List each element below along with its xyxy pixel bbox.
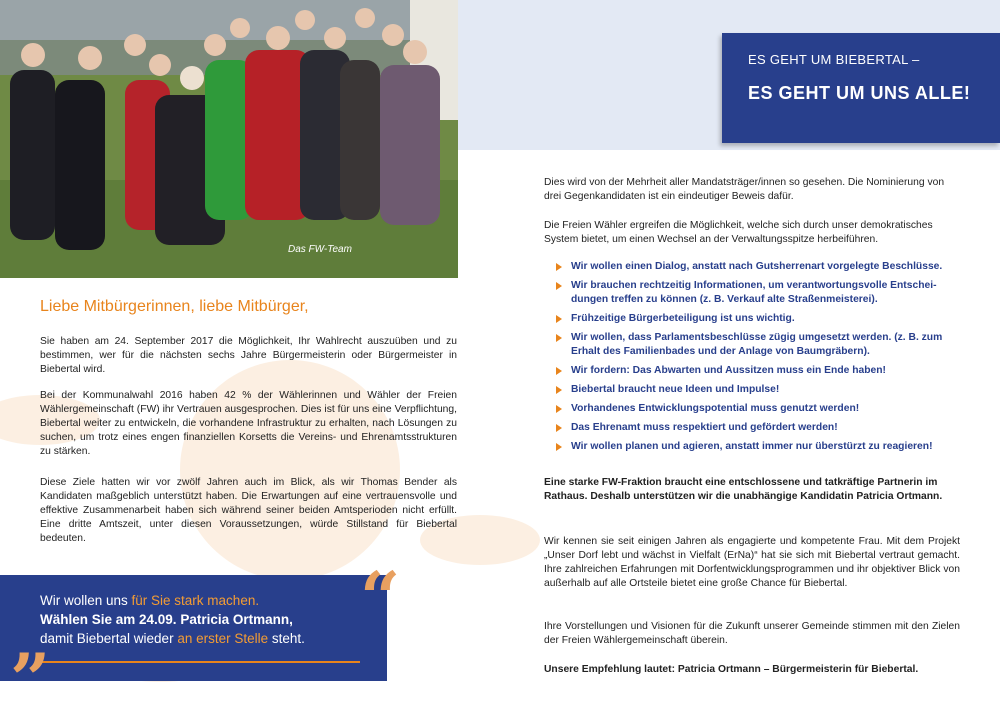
slogan-line-3: damit Biebertal wieder an erster Stelle steht. xyxy=(40,631,305,646)
triangle-bullet-icon xyxy=(556,315,562,323)
right-paragraph-2: Die Freien Wähler ergreifen die Möglichkeit, welche sich durch unser demokratisches System bietet, um einen Wechsel an der Verwaltungsspitze herbeiführen. xyxy=(544,220,933,245)
team-photo xyxy=(0,0,458,278)
headline-line-1: ES GEHT UM BIEBERTAL – xyxy=(748,52,920,67)
photo-caption: Das FW-Team xyxy=(288,244,352,255)
triangle-bullet-icon xyxy=(556,282,562,290)
list-item: Das Ehrenamt muss respektiert und gefördert werden! xyxy=(556,421,966,435)
slogan-callout xyxy=(0,575,387,681)
list-item: Vorhandenes Entwicklungspotential muss genutzt werden! xyxy=(556,402,966,416)
quote-open-icon: “ xyxy=(360,556,401,639)
triangle-bullet-icon xyxy=(556,263,562,271)
triangle-bullet-icon xyxy=(556,424,562,432)
left-paragraph-3: Diese Ziele hatten wir vor zwölf Jahren auch im Blick, als wir Thomas Bender als Kandidaten maßgeblich unterstützt haben. Die Erwartungen auf eine vertrauensvolle und effektive Zusammenarbeit haben sich während seiner beiden Amtsperioden nicht erfüllt. Eine dritte Amtszeit, unter diesen Voraussetzungen, würde Stillstand für Biebertal bedeuten. xyxy=(40,477,457,544)
orange-divider xyxy=(40,661,360,663)
triangle-bullet-icon xyxy=(556,367,562,375)
list-item: Wir wollen planen und agieren, anstatt immer nur überstürzt zu reagieren! xyxy=(556,440,966,454)
list-item: Biebertal braucht neue Ideen und Impulse! xyxy=(556,383,966,397)
triangle-bullet-icon xyxy=(556,334,562,342)
list-item: Frühzeitige Bürgerbeteiligung ist uns wichtig. xyxy=(556,312,966,326)
list-item: Wir fordern: Das Abwarten und Aussitzen muss ein Ende haben! xyxy=(556,364,966,378)
left-paragraph-2: Bei der Kommunalwahl 2016 haben 42 % der Wählerinnen und Wähler der Freien Wählergemeinschaft (FW) ihr Vertrauen ausgesprochen. Dies ist für uns eine Verpflichtung, Biebertal weiter zu entwickeln, die vorhandene Infrastruktur zu erhalten, nach Lösungen zu suchen, um trotz eines engen finanziellen Korsetts die Vereins- und Ehrenamtsstrukturen zu stärken. xyxy=(40,390,457,457)
left-paragraph-1: Sie haben am 24. September 2017 die Möglichkeit, Ihr Wahlrecht auszuüben und zu bestimmen, wer für die nächsten sechs Jahre Bürgermeisterin oder Bürgermeister in Biebertal wird. xyxy=(40,336,457,375)
right-paragraph-1: Dies wird von der Mehrheit aller Mandatsträger/innen so gesehen. Die Nominierung von drei Gegenkandidaten ist ein eindeutiger Beweis dafür. xyxy=(544,177,945,202)
headline-box xyxy=(722,33,1000,143)
right-paragraph-4: Ihre Vorstellungen und Visionen für die Zukunft unserer Gemeinde stimmen mit den Zielen der Freien Wählergemeinschaft überein. xyxy=(544,621,960,646)
recommendation: Unsere Empfehlung lautet: Patricia Ortmann – Bürgermeisterin für Biebertal. xyxy=(544,664,919,675)
greeting-heading: Liebe Mitbürgerinnen, liebe Mitbürger, xyxy=(40,298,309,315)
triangle-bullet-icon xyxy=(556,405,562,413)
quote-close-icon: ” xyxy=(10,638,51,721)
right-paragraph-3: Wir kennen sie seit einigen Jahren als engagierte und kompetente Frau. Mit dem Projekt „Unser Dorf lebt und wächst in Vielfalt (ErNa)“ hat sie sich mit Biebertal vertraut gemacht. Ihre zahlreichen Erfahrungen mit Dorfentwicklungsprogrammen und ihr objektiver Blick von außerhalb auf alle Ortsteile bietet eine große Chance für Biebertal. xyxy=(544,536,960,589)
demands-list xyxy=(556,260,966,459)
slogan-line-1: Wir wollen uns für Sie stark machen. xyxy=(40,593,260,608)
list-item: Wir brauchen rechtzeitig Informationen, um verantwortungsvolle Entscheidungen treffen zu können (z. B. Verkauf alte Straßenmeisterei). xyxy=(556,279,966,307)
triangle-bullet-icon xyxy=(556,386,562,394)
support-statement: Eine starke FW-Fraktion braucht eine entschlossene und tatkräftige Partnerin im Rathaus. Deshalb unterstützen wir die unabhängige Kandidatin Patricia Ortmann. xyxy=(544,477,943,502)
list-item: Wir wollen einen Dialog, anstatt nach Gutsherrenart vorgelegte Beschlüsse. xyxy=(556,260,966,274)
triangle-bullet-icon xyxy=(556,443,562,451)
slogan-line-2: Wählen Sie am 24.09. Patricia Ortmann, xyxy=(40,612,293,627)
headline-line-2: ES GEHT UM UNS ALLE! xyxy=(748,83,971,103)
list-item: Wir wollen, dass Parlamentsbeschlüsse zügig umgesetzt werden. (z. B. zum Erhalt des Familienbades und der Anlage von Baumgräbern). xyxy=(556,331,966,359)
